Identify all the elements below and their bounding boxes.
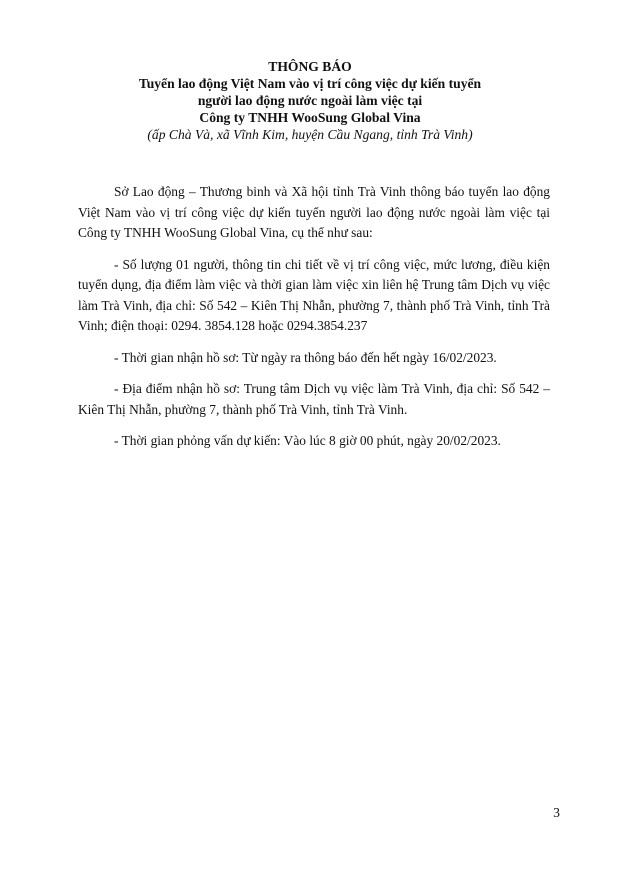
company-name: Công ty TNHH WooSung Global Vina <box>199 110 421 125</box>
notice-title: THÔNG BÁO <box>268 59 352 74</box>
interview-time-paragraph: - Thời gian phỏng vấn dự kiến: Vào lúc 8 giờ 00 phút, ngày 20/02/2023. <box>114 433 501 448</box>
application-period-paragraph: - Thời gian nhận hồ sơ: Từ ngày ra thông báo đến hết ngày 16/02/2023. <box>114 349 497 365</box>
application-location-paragraph: - Địa điểm nhận hồ sơ: Trung tâm Dịch vụ việc làm Trà Vinh, địa chỉ: Số 542 – Kiên Thị Nhẫn, phường 7, thành phố Trà Vinh, tỉnh Trà Vinh. <box>78 381 550 417</box>
page-number: 3 <box>553 805 560 820</box>
intro-paragraph: Sở Lao động – Thương binh và Xã hội tỉnh Trà Vinh thông báo tuyển lao động Việt Nam vào vị trí công việc dự kiến tuyển người lao động nước ngoài làm việc tại Công ty TNHH WooSung Global Vina, cụ thể như sau: <box>78 184 550 240</box>
company-address: (ấp Chà Và, xã Vĩnh Kim, huyện Cầu Ngang, tỉnh Trà Vinh) <box>147 127 473 142</box>
notice-body <box>78 182 550 463</box>
notice-subtitle-line-1: Tuyển lao động Việt Nam vào vị trí công việc dự kiến tuyển <box>138 76 482 91</box>
quantity-details-paragraph: - Số lượng 01 người, thông tin chi tiết về vị trí công việc, mức lương, điều kiện tuyển dụng, địa điểm làm việc và thời gian làm việc xin liên hệ Trung tâm Dịch vụ việc làm Trà Vinh, địa chỉ: Số 542 – Kiên Thị Nhẫn, phường 7, thành phố Trà Vinh, tỉnh Trà Vinh; điện thoại: 0294. 3854.128 hoặc 0294.3854.237 <box>78 256 550 333</box>
notice-subtitle-line-2: người lao động nước ngoài làm việc tại <box>197 93 423 108</box>
notice-header <box>70 58 550 143</box>
